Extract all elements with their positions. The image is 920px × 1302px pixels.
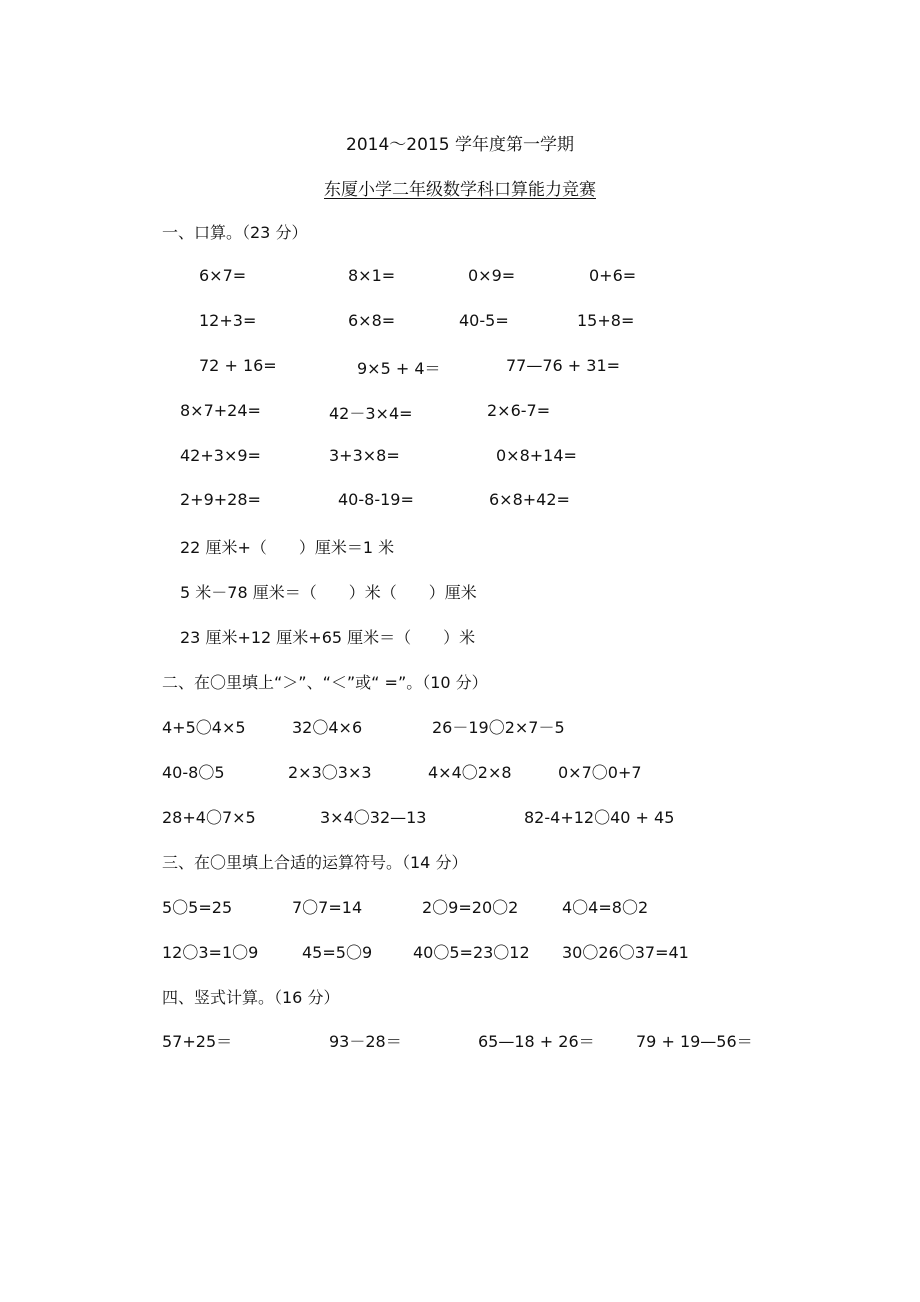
problem: 0×8+14= [496,446,577,465]
problem: 23 厘米+12 厘米+65 厘米＝（ ）米 [180,628,476,647]
section2-row-1 [0,715,920,739]
problem: 5〇5=25 [162,898,233,917]
problem: 4+5〇4×5 [162,718,246,737]
problem: 4〇4=8〇2 [562,898,649,917]
section1-row-6 [0,490,920,514]
section1-row-5 [0,446,920,470]
section1-row-7 [0,535,920,559]
contest-title-text: 东厦小学二年级数学科口算能力竞赛 [324,180,596,200]
problem: 12+3= [199,311,257,330]
problem: 0+6= [589,266,637,285]
section1-heading [0,220,920,244]
section1-row-3 [0,356,920,380]
problem: 0×7〇0+7 [558,763,642,782]
problem: 7〇7=14 [292,898,363,917]
problem: 2+9+28= [180,490,261,509]
problem: 3×4〇32—13 [320,808,427,827]
problem: 40-8-19= [338,490,414,509]
problem: 82-4+12〇40 + 45 [524,808,675,827]
problem: 65—18 + 26＝ [478,1032,595,1051]
problem: 72 + 16= [199,356,277,375]
problem: 93－28＝ [329,1032,402,1051]
section2-heading-text: 二、在〇里填上“＞”、“＜”或“ =”。（10 分） [162,673,488,692]
section2-heading [0,670,920,694]
section1-row-9 [0,625,920,649]
problem: 12〇3=1〇9 [162,943,259,962]
problem: 42－3×4= [329,404,413,423]
problem: 2×6-7= [487,401,551,420]
section4-row-1 [0,1029,920,1053]
problem: 30〇26〇37=41 [562,943,689,962]
problem: 6×8+42= [489,490,570,509]
section1-row-4 [0,401,920,425]
problem: 6×8= [348,311,396,330]
problem: 4×4〇2×8 [428,763,512,782]
problem: 8×7+24= [180,401,261,420]
section4-heading [0,985,920,1009]
problem: 40-5= [459,311,509,330]
section2-row-2 [0,760,920,784]
problem: 2×3〇3×3 [288,763,372,782]
problem: 79 + 19—56＝ [636,1032,753,1051]
section3-row-2 [0,940,920,964]
problem: 77—76 + 31= [506,356,621,375]
section1-heading-text: 一、口算。（23 分） [162,223,308,242]
section4-heading-text: 四、竖式计算。（16 分） [162,988,340,1007]
problem: 40〇5=23〇12 [413,943,530,962]
section2-row-3 [0,805,920,829]
problem: 42+3×9= [180,446,261,465]
problem: 8×1= [348,266,396,285]
problem: 28+4〇7×5 [162,808,256,827]
problem: 32〇4×6 [292,718,363,737]
section1-row-2 [0,311,920,335]
section1-row-8 [0,580,920,604]
problem: 6×7= [199,266,247,285]
contest-title [0,175,920,200]
term-title [0,130,920,155]
problem: 26－19〇2×7－5 [432,718,565,737]
problem: 3+3×8= [329,446,400,465]
term-title-text: 2014～2015 学年度第一学期 [346,135,574,155]
problem: 57+25＝ [162,1032,233,1051]
section3-heading-text: 三、在〇里填上合适的运算符号。（14 分） [162,853,468,872]
problem: 15+8= [577,311,635,330]
problem: 5 米－78 厘米＝（ ）米（ ）厘米 [180,583,477,602]
section1-row-1 [0,266,920,290]
problem: 2〇9=20〇2 [422,898,519,917]
section3-heading [0,850,920,874]
section3-row-1 [0,895,920,919]
problem: 45=5〇9 [302,943,373,962]
problem: 22 厘米+（ ）厘米＝1 米 [180,538,395,557]
problem: 0×9= [468,266,516,285]
problem: 40-8〇5 [162,763,225,782]
problem: 9×5 + 4＝ [357,359,441,378]
